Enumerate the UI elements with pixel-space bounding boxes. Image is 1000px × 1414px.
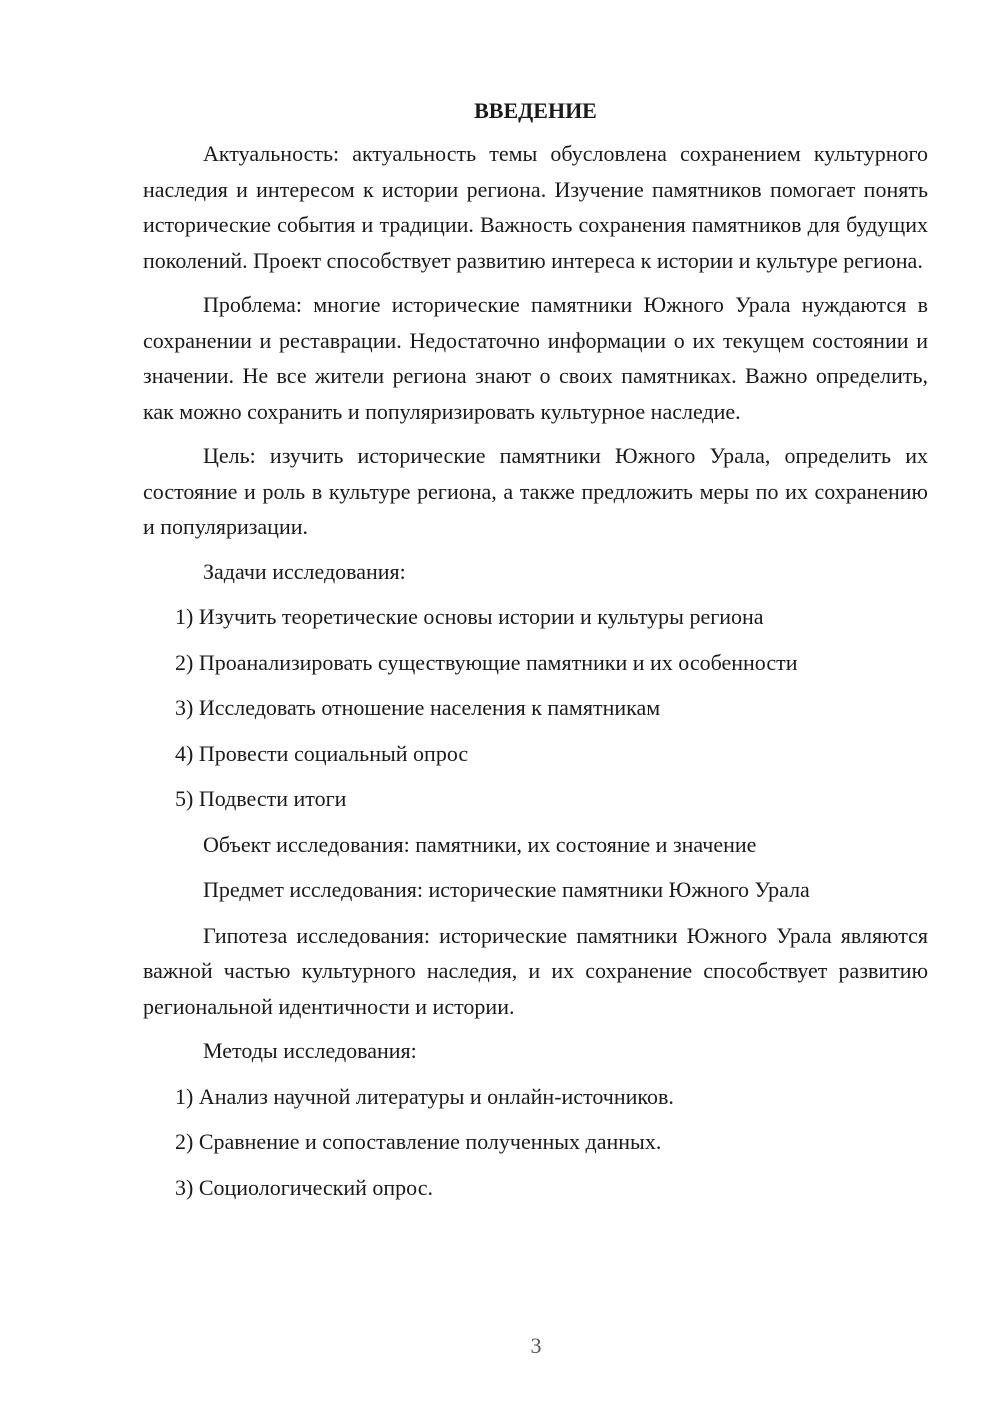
list-item: 5) Подвести итоги xyxy=(175,786,347,811)
list-item: 1) Анализ научной литературы и онлайн-источников. xyxy=(175,1083,674,1109)
hypothesis-paragraph: Гипотеза исследования: исторические памятники Южного Урала являются важной частью культурного наследия, и их сохранение способствует развитию региональной идентичности и истории. xyxy=(143,922,928,1019)
page-number: 3 xyxy=(530,1333,542,1358)
list-item: 3) Социологический опрос. xyxy=(175,1174,433,1200)
methods-list xyxy=(143,1079,928,1206)
problem-paragraph: Проблема: многие исторические памятники Южного Урала нуждаются в сохранении и реставрации. Недостаточно информации о их текущем состоянии и значении. Не все жители региона знают о своих памятниках. Важно определить, как можно сохранить и популяризировать культурное наследие. xyxy=(143,292,928,424)
document-page xyxy=(143,96,928,1215)
goal-paragraph: Цель: изучить исторические памятники Южного Урала, определить их состояние и роль в культуре региона, а также предложить меры по их сохранению и популяризации. xyxy=(143,443,928,539)
object-line: Объект исследования: памятники, их состояние и значение xyxy=(203,831,757,857)
list-item: 4) Провести социальный опрос xyxy=(175,740,469,766)
section-heading: ВВЕДЕНИЕ xyxy=(474,98,597,123)
list-item: 2) Проанализировать существующие памятники и их особенности xyxy=(175,649,798,675)
subject-line: Предмет исследования: исторические памятники Южного Урала xyxy=(203,877,810,902)
relevance-paragraph: Актуальность: актуальность темы обусловлена сохранением культурного наследия и интересом к истории региона. Изучение памятников помогает понять исторические события и традиции. Важность сохранения памятников для будущих поколений. Проект способствует развитию интереса к истории и культуре региона. xyxy=(143,141,928,273)
list-item: 3) Исследовать отношение населения к памятникам xyxy=(175,695,661,720)
list-item: 2) Сравнение и сопоставление полученных данных. xyxy=(175,1129,662,1154)
list-item: 1) Изучить теоретические основы истории и культуры региона xyxy=(175,604,764,629)
methods-title: Методы исследования: xyxy=(203,1038,417,1063)
tasks-title: Задачи исследования: xyxy=(203,558,406,584)
tasks-list xyxy=(143,599,928,817)
